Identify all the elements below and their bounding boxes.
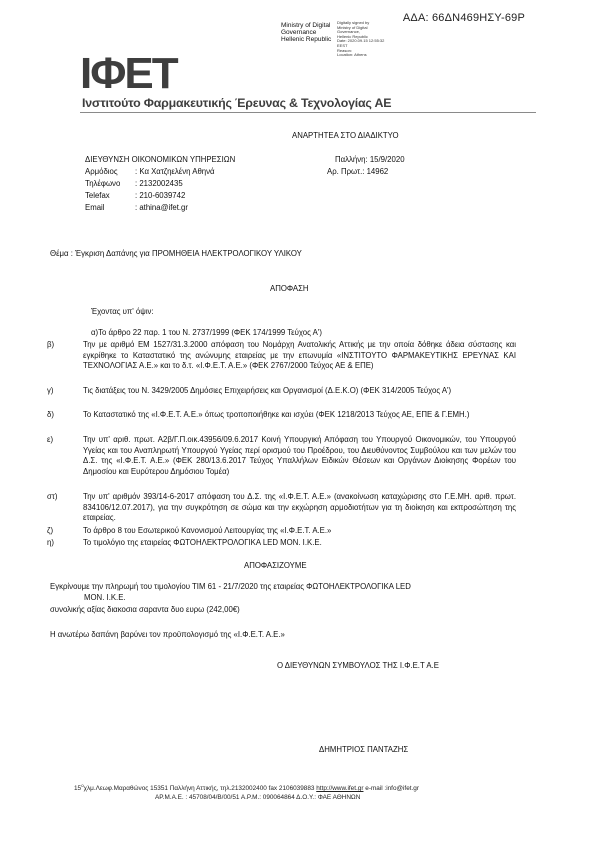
signature-detail-line: Date: 2020.09.15 12:55:32 bbox=[337, 38, 385, 44]
contact-row-fax bbox=[85, 191, 186, 200]
list-item-label: ε) bbox=[47, 435, 54, 444]
approval-line: Εγκρίνουμε την πληρωμή του τιμολογίου ΤΙΜ 61 - 21/7/2020 της εταιρείας ΦΩΤΟΗΛΕΚΤΡΟΛΟΓΙΚΑ LED bbox=[50, 582, 411, 591]
footer-address-text: χλμ.Λεωφ.Μαραθώνος 15351 Παλλήνη Αττικής, τηλ.2132002400 fax 2106039883 bbox=[83, 785, 317, 793]
signature-detail-line: Location: Athens bbox=[337, 52, 367, 58]
signature-detail-line: Governance, bbox=[337, 29, 360, 35]
approval-amount: συνολικής αξίας διακοσια σαραντα δυο ευρω (242,00€) bbox=[50, 605, 240, 614]
signer-line: Ministry of Digital bbox=[281, 22, 331, 29]
place-date: Παλλήνη: 15/9/2020 bbox=[335, 155, 405, 164]
signatory-title: Ο ΔΙΕΥΘΥΝΩΝ ΣΥΜΒΟΥΛΟΣ ΤΗΣ Ι.Φ.Ε.Τ Α.Ε bbox=[277, 661, 439, 670]
contact-label: Email bbox=[85, 203, 105, 212]
signature-block bbox=[281, 22, 331, 43]
footer-km: 15 bbox=[74, 785, 82, 793]
list-item: Την με αριθμό ΕΜ 1527/31.3.2000 απόφαση του Νομάρχη Ανατολικής Αττικής με την οποία δόθηκε άδεια σύστασης και εγκρίθηκε το Καταστατικό της ανώνυμης εταιρείας με την επωνυμία «ΙΝΣΤΙΤΟΥΤΟ ΦΑΡΜΑΚΕΥΤΙΚΗΣ ΕΡΕΥΝΑΣ ΚΑΙ ΤΕΧΝΟΛΟΓΙΑΣ Α.Ε.» και το δ.τ. «Ι.Φ.Ε.Τ. Α.Ε.» (ΦΕΚ 2767/2000 Τεύχος ΑΕ & ΕΠΕ) bbox=[83, 340, 516, 371]
header-divider bbox=[80, 112, 536, 113]
decide-title: ΑΠΟΦΑΣΙΖΟΥΜΕ bbox=[244, 561, 307, 570]
post-online-note: ΑΝΑΡΤΗΤΕΑ ΣΤΟ ΔΙΑΔΙΚΤΥΟ bbox=[292, 131, 399, 140]
signature-detail-line: Ministry of Digital bbox=[337, 24, 368, 30]
signatory-name: ΔΗΜΗΤΡΙΟΣ ΠΑΝΤΑΖΗΣ bbox=[319, 745, 409, 754]
signature-detail-line: EEST bbox=[337, 42, 348, 48]
list-item: Το Καταστατικό της «Ι.Φ.Ε.Τ. Α.Ε.» όπως τροποποιήθηκε και ισχύει (ΦΕΚ 1218/2013 Τεύχος ΑΕ, ΕΠΕ & Γ.ΕΜΗ.) bbox=[83, 410, 470, 419]
list-item: Το τιμολόγιο της εταιρείας ΦΩΤΟΗΛΕΚΤΡΟΛΟΓΙΚΑ LED ΜΟΝ. Ι.Κ.Ε. bbox=[83, 538, 322, 547]
budget-note: Η ανωτέρω δαπάνη βαρύνει τον προϋπολογισμό της «Ι.Φ.Ε.Τ. Α.Ε.» bbox=[50, 630, 285, 639]
signature-detail-line: Digitally signed by bbox=[337, 20, 370, 25]
contact-value: : athina@ifet.gr bbox=[135, 203, 188, 212]
ada-number: ΑΔΑ: 66ΔΝ469ΗΣΥ-69Ρ bbox=[402, 12, 525, 24]
footer-website-link[interactable]: http://www.ifet.gr bbox=[316, 785, 364, 793]
approval-line: ΜΟΝ. Ι.Κ.Ε. bbox=[84, 593, 126, 602]
list-item: α)Το άρθρο 22 παρ. 1 του Ν. 2737/1999 (ΦΕΚ 174/1999 Τεύχος Α') bbox=[91, 328, 322, 337]
contact-value: : 2132002435 bbox=[135, 179, 183, 188]
list-item-label: γ) bbox=[47, 386, 54, 395]
list-item-label: ζ) bbox=[47, 526, 54, 535]
decision-title: ΑΠΟΦΑΣΗ bbox=[270, 284, 309, 293]
logo-text: IΦET bbox=[80, 50, 177, 94]
list-item-label: δ) bbox=[47, 410, 54, 419]
contact-row-phone bbox=[85, 179, 183, 188]
list-item-label: β) bbox=[47, 340, 55, 349]
protocol-number: Αρ. Πρωτ.: 14962 bbox=[327, 167, 389, 176]
list-item-label: στ) bbox=[47, 492, 58, 501]
ifet-logo bbox=[80, 50, 204, 94]
footer-registry: ΑΡ.Μ.Α.Ε. : 45708/04/Β/00/51 Α.Ρ.Μ.: 090064864 Δ.Ο.Υ.: ΦΑΕ ΑΘΗΝΩΝ bbox=[155, 794, 361, 801]
contact-value: : Κα Χατζηελένη Αθηνά bbox=[135, 167, 215, 176]
signature-detail-line: Reason: bbox=[337, 47, 352, 53]
contact-row-responsible bbox=[85, 167, 215, 176]
list-item: Το άρθρο 8 του Εσωτερικού Κανονισμού Λειτουργίας της «Ι.Φ.Ε.Τ. Α.Ε.» bbox=[83, 526, 332, 535]
footer-email: e-mail :info@ifet.gr bbox=[363, 785, 419, 793]
contact-label: Telefax bbox=[85, 191, 110, 200]
list-item: Την υπ' αριθμόν 393/14-6-2017 απόφαση του Δ.Σ. της «Ι.Φ.Ε.Τ. Α.Ε.» (ανακοίνωση καταχώρισης στο Γ.Ε.ΜΗ. αριθ. πρωτ. 834106/12.07.2017), για την συγκρότηση σε σώμα και την εκχώρηση αρμοδιοτήτων για τη διοίκηση και εκπροσώπηση της εταιρείας. bbox=[83, 492, 516, 523]
contact-label: Τηλέφωνο bbox=[85, 179, 121, 188]
list-item: Την υπ' αριθ. πρωτ. Α2β/Γ.Π.οικ.43956/09.6.2017 Κοινή Υπουργική Απόφαση του Υπουργού Οικονομικών, του Υπουργού Υγείας και του Αναπληρωτή Υπουργού Υγείας περί ορισμού του Προέδρου, του Διευθύνοντος Συμβούλου και των μελών του Δ.Σ. της «Ι.Φ.Ε.Τ. Α.Ε.» (ΦΕΚ 280/13.6.2017 Τεύχος Υπαλλήλων Ειδικών Θέσεων και Οργάνων Διοίκησης Φορέων του Δημοσίου και Ευρύτερου Δημόσιου Τομέα) bbox=[83, 435, 516, 476]
contact-label: Αρμόδιος bbox=[85, 167, 118, 176]
signer-line: Hellenic Republic bbox=[281, 36, 332, 43]
signature-detail-line: Hellenic Republic bbox=[337, 33, 368, 39]
organization-name: Ινστιτούτο Φαρμακευτικής Έρευνας & Τεχνολογίας ΑΕ bbox=[82, 96, 392, 110]
having-regard: Έχοντας υπ' όψιν: bbox=[91, 307, 154, 316]
contact-value: : 210-6039742 bbox=[135, 191, 186, 200]
footer-km-suffix: ο bbox=[81, 783, 84, 788]
list-item: Τις διατάξεις του Ν. 3429/2005 Δημόσιες Επιχειρήσεις και Οργανισμοί (Δ.Ε.Κ.Ο) (ΦΕΚ 314/2005 Τεύχος Α') bbox=[83, 386, 452, 395]
footer-address bbox=[74, 783, 419, 792]
signature-detail bbox=[337, 21, 384, 58]
contact-row-email bbox=[85, 203, 188, 212]
list-item-label: η) bbox=[47, 538, 54, 547]
signer-line: Governance bbox=[281, 29, 317, 36]
subject-line: Θέμα : Έγκριση Δαπάνης για ΠΡΟΜΗΘΕΙΑ ΗΛΕΚΤΡΟΛΟΓΙΚΟΥ ΥΛΙΚΟΥ bbox=[50, 249, 302, 258]
directorate: ΔΙΕΥΘΥΝΣΗ ΟΙΚΟΝΟΜΙΚΩΝ ΥΠΗΡΕΣΙΩΝ bbox=[85, 155, 236, 164]
